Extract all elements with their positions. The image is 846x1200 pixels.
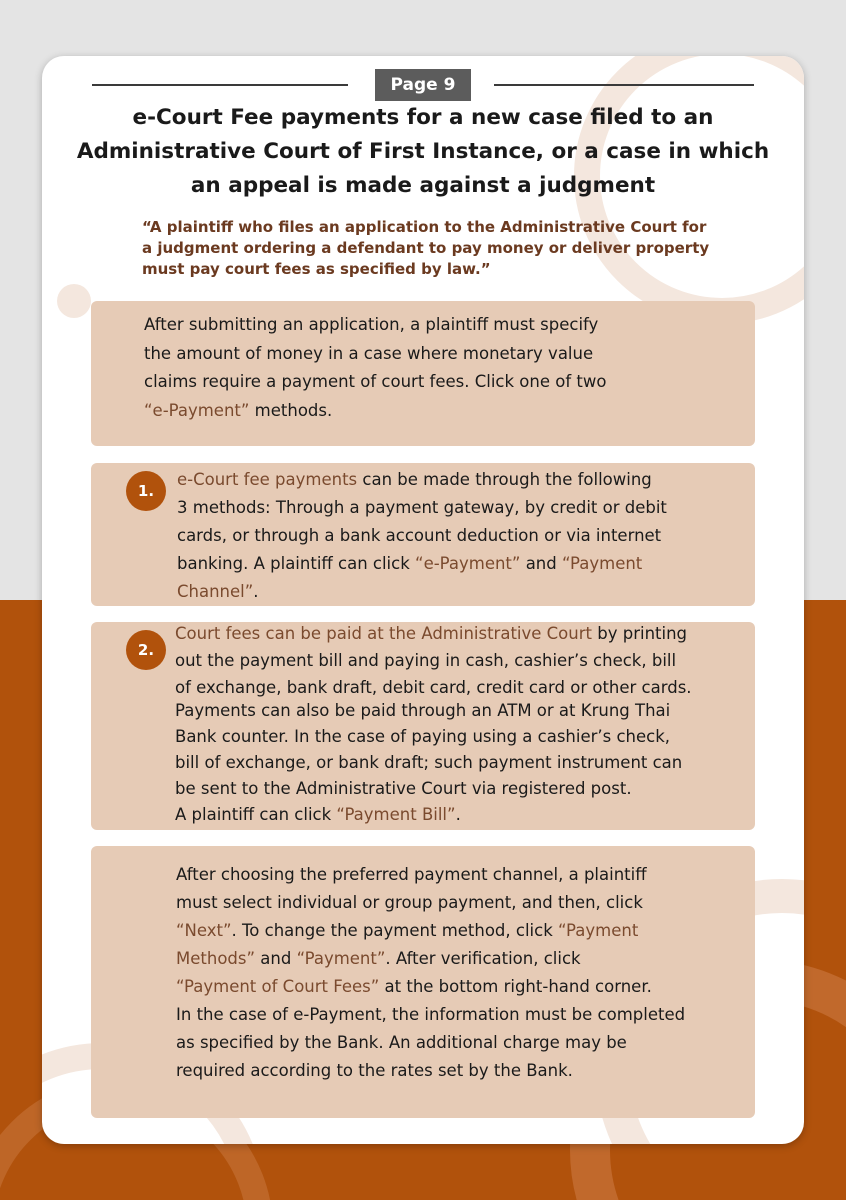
final-text: and: [255, 949, 297, 968]
final-line: must select individual or group payment, and then, click: [176, 893, 643, 912]
step2-line: Bank counter. In the case of paying using a cashier’s check,: [175, 727, 671, 746]
step2-line: Payments can also be paid through an ATM or at Krung Thai: [175, 701, 671, 720]
step2-text: A plaintiff can click: [175, 805, 337, 824]
page-title: [72, 101, 774, 203]
title-line: Administrative Court of First Instance, or a case in which: [76, 139, 770, 164]
page-number-badge: Page 9: [375, 69, 471, 101]
final-highlight: “Next”: [176, 921, 232, 940]
step1-text: banking. A plaintiff can click: [177, 554, 416, 573]
intro-line: [144, 397, 332, 426]
page-card: [42, 56, 804, 1144]
step1-line: [177, 550, 642, 579]
step1-text: and: [520, 554, 562, 573]
step1-line: [177, 466, 652, 495]
final-highlight: “Payment”: [296, 949, 386, 968]
intro-line: the amount of money in a case where monetary value: [144, 343, 594, 363]
final-line: as specified by the Bank. An additional charge may be: [176, 1033, 627, 1052]
step2-highlight: Court fees can be paid at the Administrative Court: [175, 624, 592, 643]
step2-highlight: “Payment Bill”: [336, 805, 456, 824]
step2-text: .: [455, 805, 461, 824]
step2-number-badge: 2.: [126, 630, 166, 670]
final-highlight: Methods”: [176, 949, 256, 968]
title-line: an appeal is made against a judgment: [190, 173, 656, 198]
final-line: After choosing the preferred payment channel, a plaintiff: [176, 865, 647, 884]
quote-line: must pay court fees as specified by law.”: [142, 260, 491, 278]
step1-line: [177, 578, 259, 607]
intro-line: After submitting an application, a plaintiff must specify: [144, 315, 599, 334]
step2-line: be sent to the Administrative Court via registered post.: [175, 779, 632, 798]
intro-box: [91, 301, 755, 446]
final-highlight: “Payment of Court Fees”: [176, 977, 380, 996]
title-line: e-Court Fee payments for a new case filed to an: [132, 105, 714, 130]
law-quote: [142, 217, 742, 280]
step1-line: 3 methods: Through a payment gateway, by credit or debit: [177, 498, 667, 517]
step2-line: [175, 801, 461, 830]
header-rule-right: [494, 84, 754, 86]
final-line: In the case of e-Payment, the information must be completed: [176, 1005, 686, 1024]
step2-text: by printing: [592, 624, 688, 643]
final-line: [176, 973, 652, 1002]
step2-box: [91, 622, 755, 830]
step2-line: of exchange, bank draft, debit card, credit card or other cards.: [175, 678, 692, 697]
intro-text: methods.: [249, 400, 333, 420]
final-text: . To change the payment method, click: [231, 921, 559, 940]
e-payment-link-text: “e-Payment”: [144, 400, 250, 420]
step1-text: .: [253, 582, 259, 601]
final-box: [91, 846, 755, 1118]
step1-highlight: “Payment: [562, 554, 643, 573]
step1-line: cards, or through a bank account deduction or via internet: [177, 526, 662, 545]
header-rule-left: [92, 84, 348, 86]
step2-line: [175, 620, 687, 649]
step1-number-badge: 1.: [126, 471, 166, 511]
intro-line: claims require a payment of court fees. Click one of two: [144, 372, 607, 391]
final-text: at the bottom right-hand corner.: [379, 977, 652, 996]
final-line: required according to the rates set by the Bank.: [176, 1061, 573, 1080]
quote-line: “A plaintiff who files an application to the Administrative Court for: [142, 218, 707, 236]
step1-highlight: Channel”: [177, 582, 254, 601]
final-line: [176, 945, 581, 974]
final-highlight: “Payment: [558, 921, 639, 940]
step2-line: out the payment bill and paying in cash, cashier’s check, bill: [175, 651, 677, 670]
step2-line: bill of exchange, or bank draft; such payment instrument can: [175, 753, 683, 772]
step1-highlight: e-Court fee payments: [177, 470, 358, 489]
step1-highlight: “e-Payment”: [415, 554, 521, 573]
final-line: [176, 917, 638, 946]
step1-box: [91, 463, 755, 606]
final-text: . After verification, click: [385, 949, 581, 968]
quote-line: a judgment ordering a defendant to pay money or deliver property: [142, 239, 710, 257]
step1-text: can be made through the following: [357, 470, 652, 489]
